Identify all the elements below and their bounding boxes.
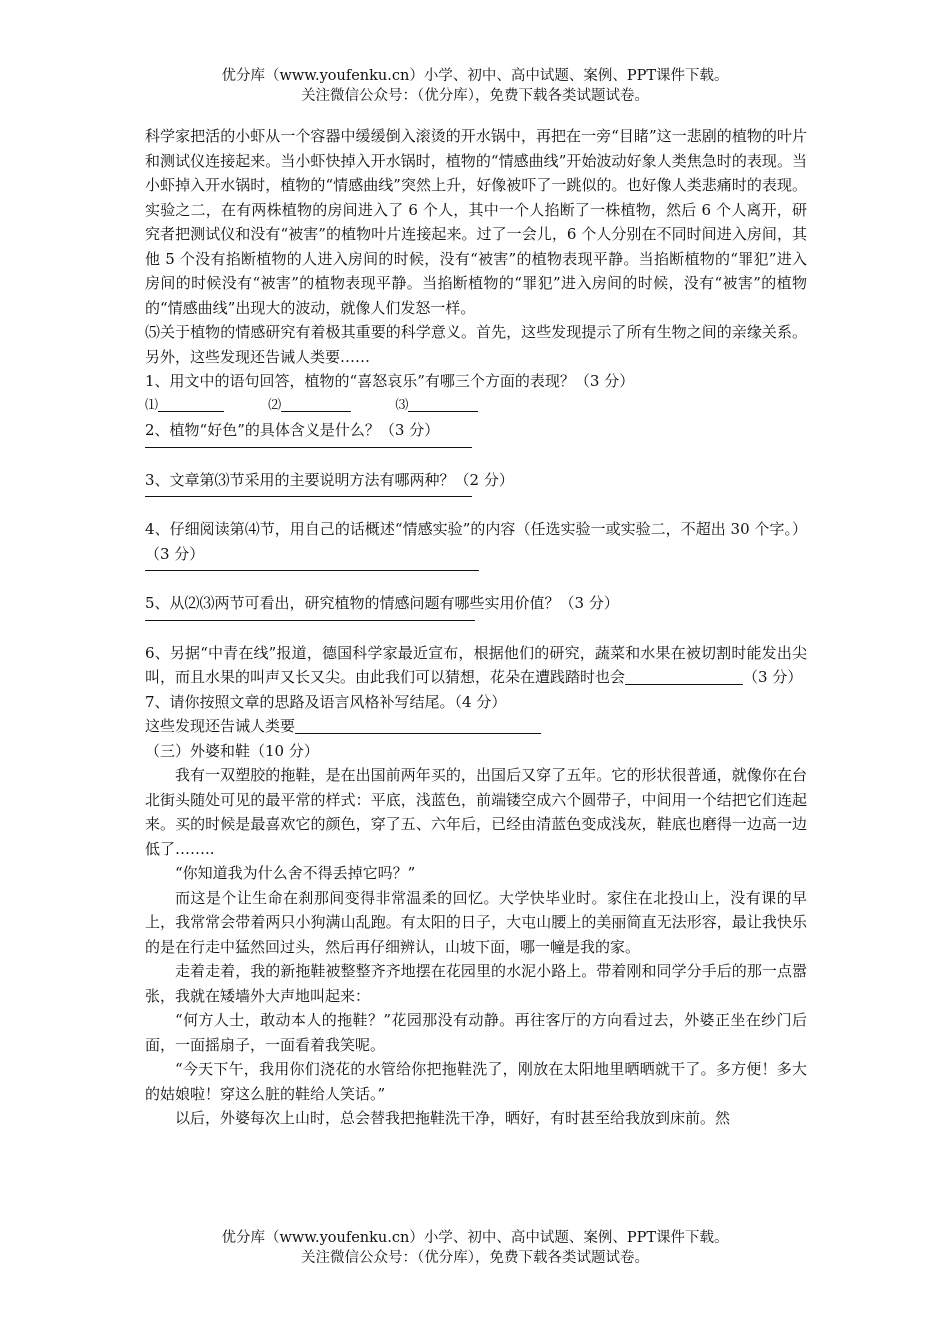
question-7-prompt-text: 这些发现还告诫人类要	[145, 717, 296, 735]
answer-line-4[interactable]	[145, 570, 479, 571]
passage-paragraph-5: ⑸关于植物的情感研究有着极其重要的科学意义。首先，这些发现提示了所有生物之间的亲缘关系。另外，这些发现还告诫人类要……	[145, 323, 807, 366]
section-3-paragraph-3: 而这是个让生命在刹那间变得非常温柔的回忆。大学快毕业时。家住在北投山上，没有课的早上，我常常会带着两只小狗满山乱跑。有太阳的日子，大屯山腰上的美丽简直无法形容，最让我快乐的是在行走中猛然回过头，然后再仔细辨认，山坡下面，哪一幢是我的家。	[145, 888, 807, 956]
header-line-1: 优分库（www.youfenku.cn）小学、初中、高中试题、案例、PPT课件下载。	[221, 68, 729, 84]
footer-line-1: 优分库（www.youfenku.cn）小学、初中、高中试题、案例、PPT课件下载。	[221, 1230, 729, 1246]
question-4: 4、仔细阅读第⑷节，用自己的话概述“情感实验”的内容（任选实验一或实验二，不超出 30 个字。）（3 分）	[145, 520, 807, 563]
header-line-2: 关注微信公众号：（优分库），免费下载各类试题试卷。	[301, 88, 649, 104]
section-3-paragraph-1: 我有一双塑胶的拖鞋，是在出国前两年买的，出国后又穿了五年。它的形状很普通，就像你在台北街头随处可见的最平常的样式：平底，浅蓝色，前端镂空成六个圆带子，中间用一个结把它们连起来。买的时候是最喜欢它的颜色，穿了五、六年后，已经由清蓝色变成浅灰，鞋底也磨得一边高一边低了……..	[145, 766, 807, 858]
answer-line-2[interactable]	[145, 447, 472, 448]
section-3-paragraph-2: “你知道我为什么舍不得丢掉它吗？”	[175, 864, 416, 882]
answer-blank-7[interactable]	[295, 717, 541, 734]
blank-1-label: ⑴	[145, 397, 159, 413]
section-3-paragraph-4: 走着走着，我的新拖鞋被整整齐齐地摆在花园里的水泥小路上。带着刚和同学分手后的那一点嚣张，我就在矮墙外大声地叫起来：	[145, 962, 807, 1005]
answer-line-3[interactable]	[145, 496, 472, 497]
answer-line-5[interactable]	[145, 620, 475, 621]
blank-3-label: ⑶	[395, 397, 409, 413]
question-6	[145, 641, 807, 690]
question-6-text: 6、另据“中青在线”报道，德国科学家最近宣布，根据他们的研究，蔬菜和水果在被切割时能发出尖叫，而且水果的叫声又长又尖。由此我们可以猜想，花朵在遭践踏时也会	[145, 643, 807, 686]
blank-2[interactable]	[268, 398, 351, 413]
footer-line-2: 关注微信公众号：（优分库），免费下载各类试题试卷。	[301, 1250, 649, 1266]
question-1: 1、用文中的语句回答，植物的“喜怒哀乐”有哪三个方面的表现？（3 分）	[145, 372, 635, 390]
section-3-paragraph-6: “今天下午，我用你们浇花的水管给你把拖鞋洗了，刚放在太阳地里晒晒就干了。多方便！多大的姑娘啦！穿这么脏的鞋给人笑话。”	[145, 1060, 807, 1103]
blank-2-label: ⑵	[268, 397, 282, 413]
answer-blank-6[interactable]	[625, 668, 743, 685]
passage-paragraph-4: 科学家把活的小虾从一个容器中缓缓倒入滚烫的开水锅中，再把在一旁“目睹”这一悲剧的植物的叶片和测试仪连接起来。当小虾快掉入开水锅时，植物的“情感曲线”开始波动好象人类焦急时的表现。当小虾掉入开水锅时，植物的“情感曲线”突然上升，好像被吓了一跳似的。也好像人类悲痛时的表现。实验之二，在有两株植物的房间进入了 6 个人，其中一个人掐断了一株植物，然后 6 个人离开，研究者把测试仪和没有“被害”的植物叶片连接起来。过了一会儿，6 个人分别在不同时间进入房间，其他 5 个没有掐断植物的人进入房间的时候，没有“被害”的植物表现平静。当掐断植物的“罪犯”进入房间的时候没有“被害”的植物表现平静。当掐断植物的“罪犯”进入房间的时候，没有“被害”的植物的“情感曲线”出现大的波动，就像人们发怒一样。	[145, 127, 807, 317]
question-6-score: （3 分）	[743, 668, 803, 686]
question-3: 3、文章第⑶节采用的主要说明方法有哪两种？（2 分）	[145, 470, 514, 489]
section-3-paragraph-7: 以后，外婆每次上山时，总会替我把拖鞋洗干净，晒好，有时甚至给我放到床前。然	[175, 1109, 731, 1127]
page-header	[0, 66, 950, 106]
question-1-blanks	[145, 394, 807, 419]
page-footer	[0, 1228, 950, 1268]
section-3-title: （三）外婆和鞋（10 分）	[145, 741, 319, 760]
section-3-paragraph-5: “何方人士，敢动本人的拖鞋？”花园那没有动静。再往客厅的方向看过去，外婆正坐在纱门后面，一面摇扇子，一面看着我笑呢。	[145, 1011, 807, 1054]
question-7-prompt	[145, 714, 807, 739]
question-7: 7、请你按照文章的思路及语言风格补写结尾。（4 分）	[145, 692, 507, 711]
question-5: 5、从⑵⑶两节可看出，研究植物的情感问题有哪些实用价值？（3 分）	[145, 594, 619, 612]
blank-3[interactable]	[395, 398, 478, 413]
question-2: 2、植物“好色”的具体含义是什么？（3 分）	[145, 421, 440, 439]
document-body	[145, 124, 807, 1131]
blank-1[interactable]	[145, 398, 224, 413]
